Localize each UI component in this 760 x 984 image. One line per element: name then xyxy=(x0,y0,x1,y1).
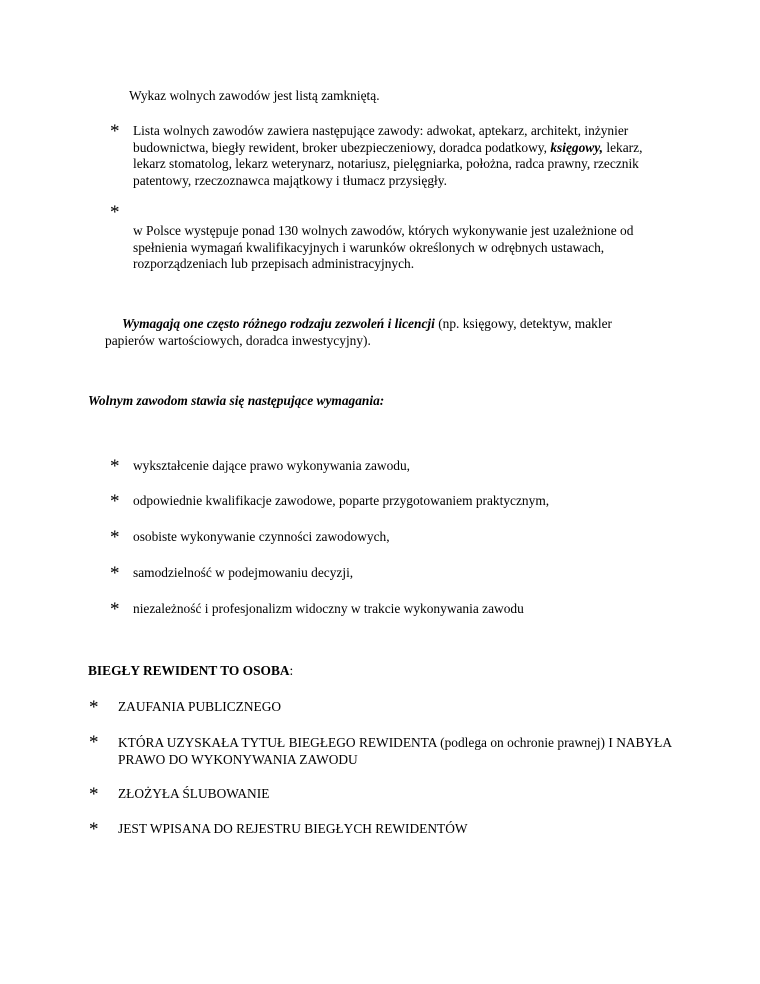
bullet-asterisk: * xyxy=(89,697,99,718)
auditor-heading-bold: BIEGŁY REWIDENT TO OSOBA xyxy=(88,663,290,678)
bullet-asterisk: * xyxy=(110,527,120,548)
bullet-asterisk: * xyxy=(110,456,120,477)
list-item-professions xyxy=(133,123,658,189)
bullet-asterisk: * xyxy=(110,121,120,142)
auditor-heading xyxy=(88,663,293,680)
auditor-item: KTÓRA UZYSKAŁA TYTUŁ BIEGŁEGO REWIDENTA (podlega on ochronie prawnej) I NABYŁA PRAWO DO WYKONYWANIA ZAWODU xyxy=(118,735,672,767)
licenses-bold: Wymagają one często różnego rodzaju zezwoleń i licencji xyxy=(122,316,435,331)
bullet-asterisk: * xyxy=(89,819,99,840)
professions-text-start: Lista wolnych zawodów zawiera następujące zawody: adwokat, aptekarz, architekt, inżynier budownictwa, biegły rewident, broker ubezpieczeniowy, doradca podatkowy, xyxy=(133,123,629,155)
licenses-rest: (np. księgowy, detektyw, makler papierów wartościowych, doradca inwestycyjny). xyxy=(105,316,612,348)
auditor-item: ZAUFANIA PUBLICZNEGO xyxy=(118,699,282,714)
requirements-heading: Wolnym zawodom stawia się następujące wymagania: xyxy=(88,393,385,408)
bullet-asterisk: * xyxy=(110,202,120,223)
requirement-item: odpowiednie kwalifikacje zawodowe, poparte przygotowaniem praktycznym, xyxy=(133,493,550,508)
requirement-item: wykształcenie dające prawo wykonywania zawodu, xyxy=(133,458,410,473)
bullet-asterisk: * xyxy=(110,491,120,512)
list-item-count: w Polsce występuje ponad 130 wolnych zawodów, których wykonywanie jest uzależnione od spełnienia wymagań kwalifikacyjnych i warunków określonych w odrębnych ustawach, rozporządzeniach lub przepisach administracyjnych. xyxy=(133,223,634,271)
requirement-item: niezależność i profesjonalizm widoczny w trakcie wykonywania zawodu xyxy=(133,601,524,616)
professions-bold-word: księgowy, xyxy=(550,139,604,155)
licenses-paragraph xyxy=(105,316,645,349)
bullet-asterisk: * xyxy=(110,599,120,620)
bullet-asterisk: * xyxy=(89,732,99,753)
auditor-item: ZŁOŻYŁA ŚLUBOWANIE xyxy=(118,786,270,801)
bullet-asterisk: * xyxy=(110,563,120,584)
requirement-item: osobiste wykonywanie czynności zawodowych, xyxy=(133,529,390,544)
intro-text: Wykaz wolnych zawodów jest listą zamkniętą. xyxy=(129,88,380,103)
professions-text-end: lekarz, lekarz stomatolog, lekarz weterynarz, notariusz, pielęgniarka, położna, radca prawny, rzecznik patentowy, rzeczoznawca majątkowy i tłumacz przysięgły. xyxy=(133,139,643,188)
auditor-item: JEST WPISANA DO REJESTRU BIEGŁYCH REWIDENTÓW xyxy=(118,821,468,836)
bullet-asterisk: * xyxy=(89,784,99,805)
auditor-heading-colon: : xyxy=(289,663,294,678)
requirement-item: samodzielność w podejmowaniu decyzji, xyxy=(133,565,354,580)
